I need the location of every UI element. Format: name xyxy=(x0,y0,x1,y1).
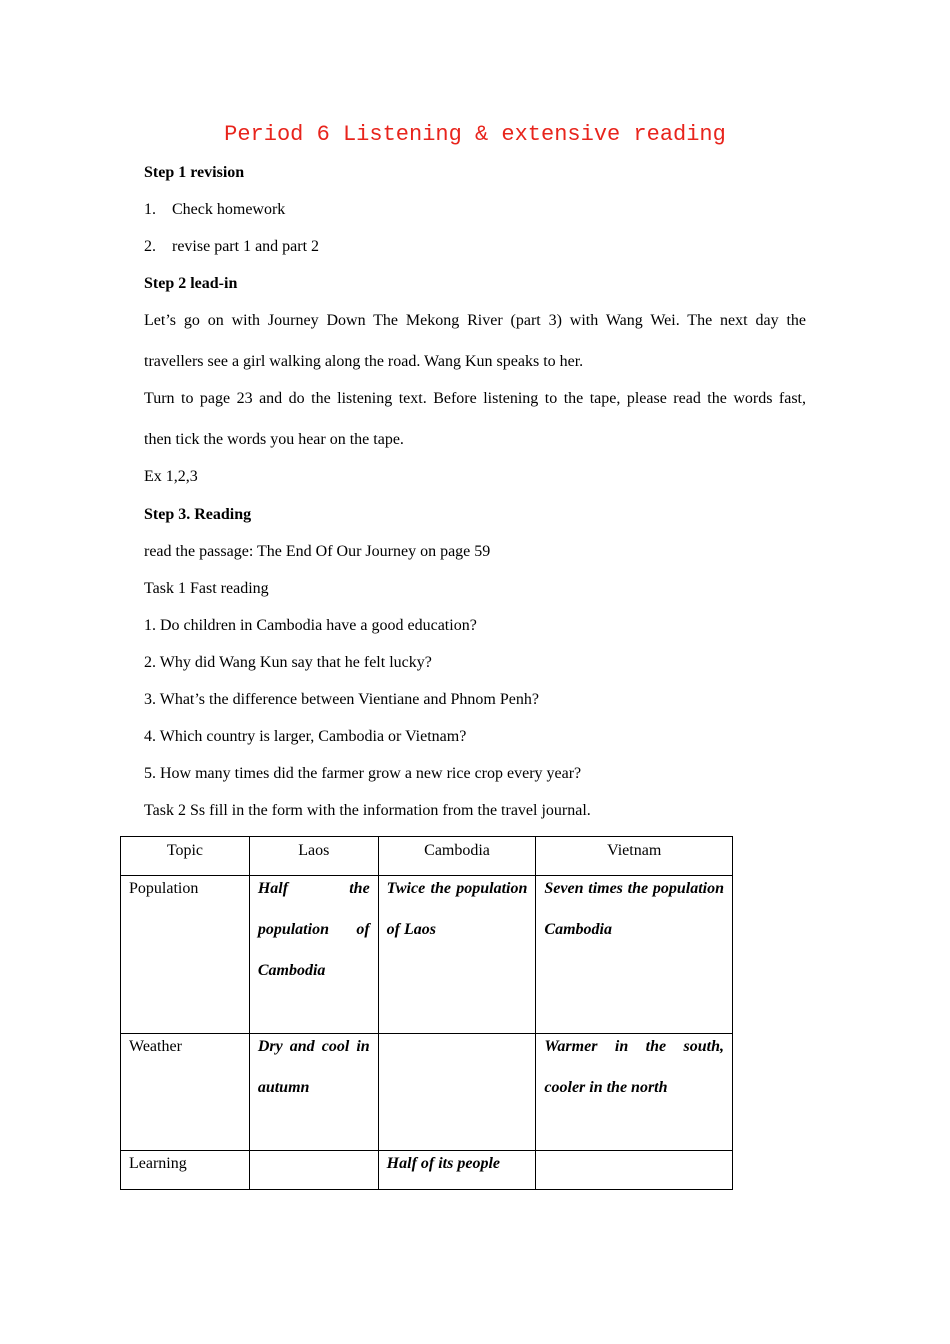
step1-heading: Step 1 revision xyxy=(144,164,245,181)
list-text: revise part 1 and part 2 xyxy=(172,238,320,255)
header-cell: Vietnam xyxy=(536,837,733,876)
topic-cell xyxy=(121,1151,250,1190)
list-item xyxy=(144,200,285,220)
topic-cell xyxy=(121,876,250,1034)
question: 4. Which country is larger, Cambodia or Vietnam? xyxy=(144,728,467,745)
list-text: Check homework xyxy=(172,201,286,218)
exercise-list: Ex 1,2,3 xyxy=(144,468,198,485)
table-row xyxy=(121,1034,733,1151)
topic-cell xyxy=(121,1034,250,1151)
task2-label: Task 2 Ss fill in the form with the information from the travel journal. xyxy=(144,802,591,819)
answer-cell xyxy=(249,1034,378,1151)
answer-text: Dry and cool in autumn xyxy=(257,1038,370,1096)
topic-text: Population xyxy=(129,880,199,897)
question: 1. Do children in Cambodia have a good education? xyxy=(144,617,477,634)
answer-text: Seven times the population Cambodia xyxy=(544,880,724,938)
list-item xyxy=(144,237,319,257)
answer-cell xyxy=(536,1151,733,1190)
answer-text: Warmer in the south, cooler in the north xyxy=(544,1038,724,1096)
task1-label: Task 1 Fast reading xyxy=(144,580,269,597)
answer-cell xyxy=(378,1151,536,1190)
answer-cell xyxy=(249,1151,378,1190)
answer-text: Half of its people xyxy=(386,1155,500,1172)
info-table xyxy=(120,836,733,1190)
paragraph-line: Turn to page 23 and do the listening text. Before listening to the tape, please read the words fast, xyxy=(144,390,806,407)
paragraph-line: then tick the words you hear on the tape. xyxy=(144,431,404,448)
header-cell: Cambodia xyxy=(378,837,536,876)
topic-text: Weather xyxy=(129,1038,182,1055)
list-number: 1. xyxy=(144,201,156,218)
question: 2. Why did Wang Kun say that he felt lucky? xyxy=(144,654,432,671)
question: 5. How many times did the farmer grow a new rice crop every year? xyxy=(144,765,582,782)
topic-text: Learning xyxy=(129,1155,187,1172)
answer-cell xyxy=(378,1034,536,1151)
step3-heading: Step 3. Reading xyxy=(144,506,252,523)
page-title: Period 6 Listening & extensive reading xyxy=(224,122,726,147)
header-cell: Topic xyxy=(121,837,250,876)
answer-cell xyxy=(536,876,733,1034)
reading-intro: read the passage: The End Of Our Journey on page 59 xyxy=(144,543,491,560)
question: 3. What’s the difference between Vientiane and Phnom Penh? xyxy=(144,691,539,708)
paragraph-line: travellers see a girl walking along the road. Wang Kun speaks to her. xyxy=(144,353,584,370)
table-row xyxy=(121,1151,733,1190)
table-row xyxy=(121,876,733,1034)
answer-cell xyxy=(249,876,378,1034)
step2-heading: Step 2 lead-in xyxy=(144,275,238,292)
list-number: 2. xyxy=(144,238,156,255)
answer-cell xyxy=(536,1034,733,1151)
paragraph-line: Let’s go on with Journey Down The Mekong River (part 3) with Wang Wei. The next day the xyxy=(144,312,806,329)
answer-text: Half the population of Cambodia xyxy=(257,880,370,979)
answer-text: Twice the population of Laos xyxy=(386,880,528,938)
header-cell: Laos xyxy=(249,837,378,876)
answer-cell xyxy=(378,876,536,1034)
